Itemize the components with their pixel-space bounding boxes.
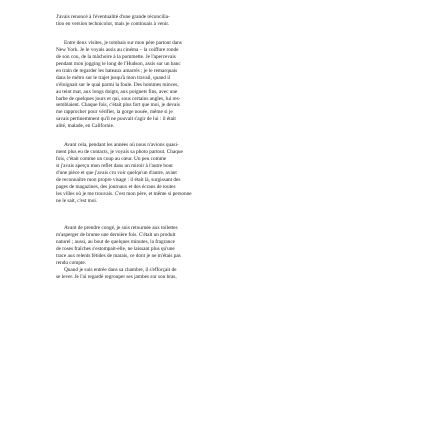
text-line: naturel ; aussi, au bout de quelques minutes, la fragrance [56, 238, 176, 245]
text-line: de reconnaître mon propre visage : il était là, surgissant des [56, 177, 181, 184]
text-line: les villes où je me trouvais. C'est mon père, et même si personne [56, 190, 192, 197]
text-line: ment plus eu de contacts, je voyais sa photo partout. Chaque [56, 149, 183, 156]
text-line: Avant de prendre congé, je suis retournée aux toilettes [64, 224, 178, 231]
text-line: si j'avais aperçu mon reflet dans un miroir à l'autre bout [56, 163, 173, 170]
text-line: pendant mon jogging le long de l'Hudson, assis sur un banc [56, 60, 181, 67]
text-line: barbe de quelques jours et qui, sous certains angles, lui res- [56, 95, 181, 102]
text-line: se lever. Je l'ai regardé regrouper ses jambes sur son bras, [56, 273, 177, 280]
text-line: Avant cela, pendant les années où nous n'avions quasi- [64, 142, 179, 149]
text-line: de son cou, de la mâchoire à la pommette. Je l'apercevais [56, 53, 176, 60]
text-line: au teint mat, aux longs doigts, aux poignets fins, avec une [56, 88, 178, 95]
text-line: me rapprocher pour vérifier, la gorge nouée, même si je [56, 109, 173, 116]
text-line: alité, malade, en Californie. [56, 123, 115, 130]
text-line: tion en version technicolor, mais je continuais à venir. [56, 20, 170, 27]
book-page [56, 14, 356, 414]
paragraph-leaving [56, 225, 356, 281]
text-line: s'éloignait sur le quai parmi la foule. Des hommes minces, [56, 81, 179, 88]
text-line: rendu compte. [56, 259, 87, 266]
text-line: Quand je suis entrée dans sa chambre, il s'efforçait de [64, 266, 177, 273]
text-line: J'avais renoncé à l'éventualité d'une grande réconcilia- [56, 14, 170, 20]
text-line: dans le métro sur le trajet jusqu'à mon travail, quand il [56, 74, 171, 81]
text-line: fois, c'était comme un coup au cœur. Un peu comme [56, 156, 167, 163]
paragraph-intro [56, 14, 356, 28]
text-line: semblaient. Chaque fois, c'était plus fort que moi, je devais [56, 102, 180, 109]
text-line: d'une pièce et que j'avais cru voir quelqu'un d'autre, avant [56, 170, 177, 177]
text-line: m'asperger de brume une dernière fois. C'était un produit [56, 231, 176, 238]
text-line: pages de magazines, des journaux et des écrans de toutes [56, 184, 176, 191]
paragraph-photo-everywhere [56, 142, 356, 205]
text-line: en train de regarder les bateaux amarrés ; je le remarquais [56, 67, 178, 74]
text-line: New York. Je le voyais assis au cinéma – la coiffure ronde [56, 46, 179, 53]
text-line: de roses fraîches s'estompait-elle, ne laissant plus qu'une [56, 245, 175, 252]
text-line: trace aux relents fétides de marais, ce dont je ne m'étais pas [56, 252, 181, 259]
text-line: ne le sait, c'est moi. [56, 197, 98, 204]
text-line: Entre deux visites, je tombais sur mon père partout dans [64, 39, 182, 46]
text-line: savais pertinemment qu'il ne pouvait s'agir de lui : il était [56, 116, 176, 123]
paragraph-father-sightings [56, 40, 356, 130]
